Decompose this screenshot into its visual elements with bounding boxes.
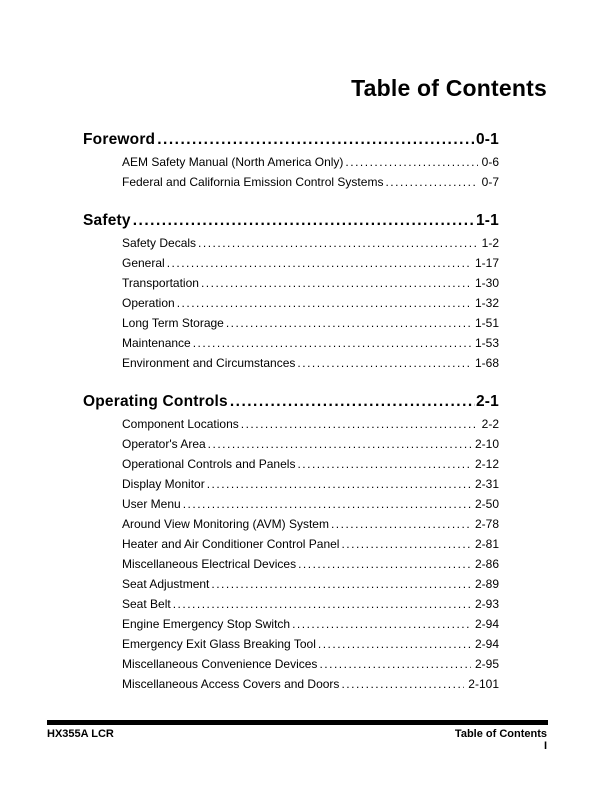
toc-entry <box>83 273 499 293</box>
toc-entry <box>83 534 499 554</box>
dot-leader <box>319 654 471 674</box>
toc-entry-page-number: 1-30 <box>474 276 499 290</box>
toc-entry <box>83 172 499 192</box>
toc-entry <box>83 414 499 434</box>
toc-entry-label: Federal and California Emission Control Systems <box>122 175 384 189</box>
toc-section-heading-label: Safety <box>83 212 131 229</box>
footer-model-label: HX355A LCR <box>47 728 114 740</box>
footer-section-label: Table of Contents <box>454 728 547 740</box>
toc-entry <box>83 674 499 694</box>
toc-entry-label: User Menu <box>122 497 181 511</box>
toc-section-heading-page-number: 0-1 <box>475 131 499 148</box>
toc <box>83 130 499 694</box>
toc-entry-label: Component Locations <box>122 417 239 431</box>
toc-entry-label: Transportation <box>122 276 199 290</box>
toc-section-heading-label: Operating Controls <box>83 393 228 410</box>
toc-entry <box>83 554 499 574</box>
toc-entry-label: Miscellaneous Electrical Devices <box>122 557 297 571</box>
dot-leader <box>226 313 471 333</box>
toc-entry-label: Seat Adjustment <box>122 577 210 591</box>
toc-entry <box>83 654 499 674</box>
toc-entry-label: Emergency Exit Glass Breaking Tool <box>122 637 316 651</box>
toc-entry-page-number: 2-81 <box>474 537 499 551</box>
toc-section-heading <box>83 211 499 231</box>
toc-entry-page-number: 2-93 <box>474 597 499 611</box>
toc-entry-label: Seat Belt <box>122 597 171 611</box>
toc-section <box>83 392 499 694</box>
toc-entry <box>83 152 499 172</box>
toc-entry-label: Heater and Air Conditioner Control Panel <box>122 537 340 551</box>
dot-leader <box>385 172 477 192</box>
toc-entry <box>83 333 499 353</box>
toc-entry-label: Around View Monitoring (AVM) System <box>122 517 329 531</box>
dot-leader <box>341 674 464 694</box>
toc-entry <box>83 474 499 494</box>
toc-entry-page-number: 0-7 <box>481 175 499 189</box>
toc-entry <box>83 434 499 454</box>
toc-entry-page-number: 2-31 <box>474 477 499 491</box>
dot-leader <box>341 534 471 554</box>
toc-entry-label: Miscellaneous Access Covers and Doors <box>122 677 340 691</box>
dot-leader <box>201 273 471 293</box>
footer-rule <box>47 720 548 725</box>
dot-leader <box>208 434 471 454</box>
dot-leader <box>173 594 471 614</box>
toc-entry-page-number: 2-86 <box>474 557 499 571</box>
dot-leader <box>230 392 475 412</box>
toc-entry <box>83 614 499 634</box>
toc-entry-page-number: 2-2 <box>481 417 499 431</box>
dot-leader <box>345 152 477 172</box>
toc-section-heading-page-number: 1-1 <box>475 212 499 229</box>
footer-page-number: I <box>543 740 547 752</box>
toc-section-heading <box>83 392 499 412</box>
toc-entry-label: Operation <box>122 296 175 310</box>
toc-entry <box>83 454 499 474</box>
toc-section-heading-page-number: 2-1 <box>475 393 499 410</box>
toc-entry-page-number: 2-12 <box>474 457 499 471</box>
toc-entry-page-number: 2-95 <box>474 657 499 671</box>
toc-entry-page-number: 0-6 <box>481 155 499 169</box>
toc-entry-page-number: 2-10 <box>474 437 499 451</box>
toc-entry-page-number: 1-53 <box>474 336 499 350</box>
toc-entry <box>83 574 499 594</box>
toc-section-heading <box>83 130 499 150</box>
dot-leader <box>157 130 475 150</box>
dot-leader <box>207 474 471 494</box>
dot-leader <box>211 574 471 594</box>
toc-entry <box>83 353 499 373</box>
dot-leader <box>193 333 471 353</box>
toc-entry-page-number: 2-94 <box>474 617 499 631</box>
toc-entry-page-number: 1-17 <box>474 256 499 270</box>
dot-leader <box>297 353 471 373</box>
page-title: Table of Contents <box>351 75 547 101</box>
dot-leader <box>198 233 478 253</box>
toc-entry-page-number: 2-89 <box>474 577 499 591</box>
toc-entry-label: Long Term Storage <box>122 316 224 330</box>
toc-entry-page-number: 1-68 <box>474 356 499 370</box>
toc-entry-label: Environment and Circumstances <box>122 356 296 370</box>
toc-entry-label: Miscellaneous Convenience Devices <box>122 657 318 671</box>
dot-leader <box>167 253 471 273</box>
toc-entry-page-number: 1-2 <box>481 236 499 250</box>
toc-entry-label: Engine Emergency Stop Switch <box>122 617 291 631</box>
toc-entry-label: Operator's Area <box>122 437 206 451</box>
toc-entry <box>83 594 499 614</box>
dot-leader <box>177 293 471 313</box>
toc-entry-label: Display Monitor <box>122 477 205 491</box>
toc-entry-label: Safety Decals <box>122 236 197 250</box>
toc-entry <box>83 634 499 654</box>
toc-entry-label: General <box>122 256 165 270</box>
toc-entry-label: Maintenance <box>122 336 191 350</box>
dot-leader <box>298 554 471 574</box>
toc-entry-page-number: 2-50 <box>474 497 499 511</box>
toc-entry-label: Operational Controls and Panels <box>122 457 296 471</box>
dot-leader <box>133 211 475 231</box>
toc-entry <box>83 233 499 253</box>
toc-entry <box>83 313 499 333</box>
dot-leader <box>292 614 471 634</box>
toc-entry-page-number: 2-94 <box>474 637 499 651</box>
dot-leader <box>241 414 478 434</box>
toc-section <box>83 211 499 373</box>
dot-leader <box>183 494 471 514</box>
dot-leader <box>318 634 471 654</box>
toc-entry-page-number: 2-101 <box>468 677 499 691</box>
toc-section-heading-label: Foreword <box>83 131 156 148</box>
toc-entry <box>83 514 499 534</box>
toc-entry-page-number: 1-32 <box>474 296 499 310</box>
toc-section <box>83 130 499 192</box>
toc-entry-label: AEM Safety Manual (North America Only) <box>122 155 344 169</box>
dot-leader <box>297 454 471 474</box>
toc-entry-page-number: 2-78 <box>474 517 499 531</box>
toc-entry <box>83 293 499 313</box>
dot-leader <box>331 514 471 534</box>
toc-entry <box>83 494 499 514</box>
toc-entry-page-number: 1-51 <box>474 316 499 330</box>
toc-entry <box>83 253 499 273</box>
